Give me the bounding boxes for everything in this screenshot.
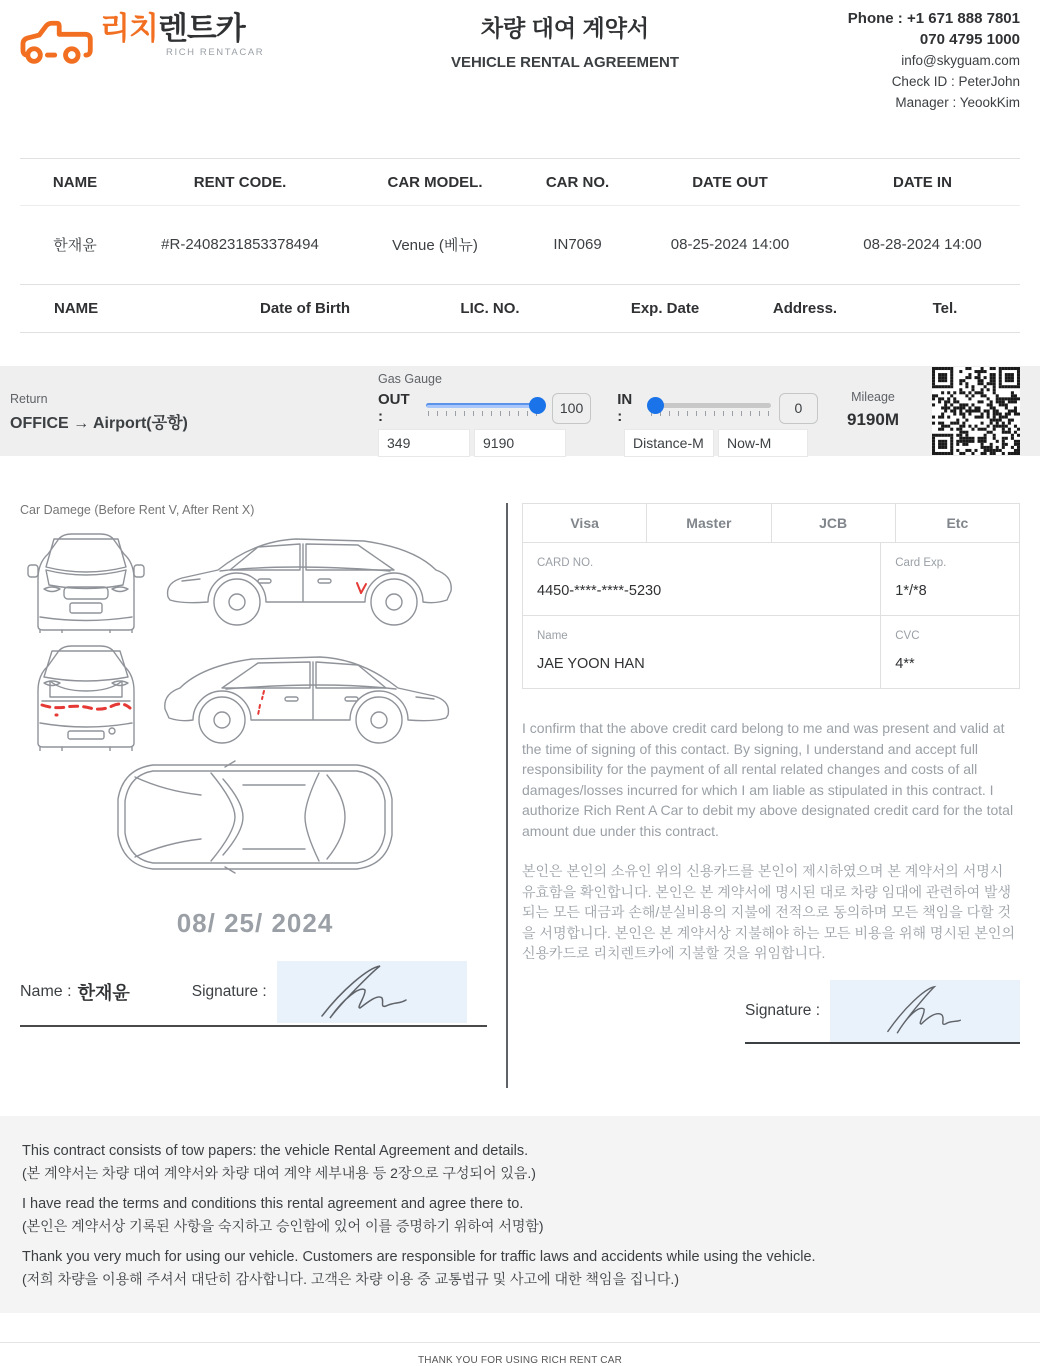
inspection-date: 08/ 25/ 2024 bbox=[176, 908, 334, 938]
cell-rent-code: #R-2408231853378494 bbox=[161, 236, 319, 254]
gauge-out-slider-thumb[interactable] bbox=[529, 397, 546, 414]
cvc-value: 4** bbox=[895, 656, 915, 672]
return-route: OFFICE → Airport(공항) bbox=[10, 415, 188, 432]
signature-label-right: Signature : bbox=[745, 1001, 820, 1019]
header-dob: Date of Birth bbox=[220, 284, 390, 332]
car-damage-label: Car Damege (Before Rent V, After Rent X) bbox=[20, 503, 255, 517]
gas-gauge-label: Gas Gauge bbox=[378, 372, 442, 386]
footer-note-1-en: This contract consists of tow papers: the vehicle Rental Agreement and details. bbox=[22, 1143, 529, 1159]
driver-info-table bbox=[20, 284, 1020, 367]
cell-date-out: 08-25-2024 14:00 bbox=[670, 236, 790, 254]
header-lic-no: LIC. NO. bbox=[390, 284, 590, 332]
car-rear-view[interactable] bbox=[20, 639, 152, 751]
car-front-view[interactable] bbox=[20, 527, 152, 633]
cvc-label: CVC bbox=[895, 630, 920, 642]
car-logo-icon bbox=[20, 12, 94, 70]
phone-primary: Phone : +1 671 888 7801 bbox=[847, 10, 1020, 27]
logo-kr-dark: 렌트카 bbox=[157, 11, 245, 46]
renter-signature-image[interactable] bbox=[277, 961, 467, 1023]
cell-lic-no bbox=[390, 332, 590, 366]
name-label: Name : bbox=[20, 983, 72, 1000]
cell-driver-name bbox=[20, 332, 220, 366]
card-name-label: Name bbox=[537, 630, 568, 642]
cell-tel bbox=[870, 332, 1020, 366]
card-name-value: JAE YOON HAN bbox=[537, 656, 645, 672]
card-brand-etc[interactable]: Etc bbox=[896, 503, 1020, 543]
footer-note-1 bbox=[22, 1142, 1018, 1183]
header-driver-name: NAME bbox=[20, 284, 220, 332]
header-address: Address. bbox=[740, 284, 870, 332]
car-damage-section bbox=[20, 503, 490, 1088]
return-label: Return bbox=[10, 392, 48, 406]
car-right-side-view[interactable] bbox=[160, 639, 456, 751]
header-name: NAME bbox=[20, 159, 130, 206]
renter-name: 한재윤 bbox=[77, 983, 130, 1003]
signature-label-left: Signature : bbox=[191, 983, 267, 1000]
card-brand-visa[interactable]: Visa bbox=[522, 503, 647, 543]
main-section bbox=[0, 503, 1040, 1088]
card-exp-label: Card Exp. bbox=[895, 557, 947, 569]
gauge-in-value: 0 bbox=[779, 393, 818, 424]
card-brand-jcb[interactable]: JCB bbox=[772, 503, 896, 543]
document-title bbox=[340, 8, 790, 71]
confirmation-text-en: I confirm that the above credit card belong to me and was present and valid at the time of signing of this contact. By signing, I understand and accept full responsibility for the payment of all rental related changes and costs of all damages/losses incurred for which I am liable as stipulated in this contract. I authorize Rich Rent A Car to debit my above designated credit card for the total amount due under this contract. bbox=[522, 720, 1014, 839]
card-number-row bbox=[522, 543, 1020, 616]
mileage-value: 9190M bbox=[847, 410, 899, 429]
card-no-label: CARD NO. bbox=[537, 557, 594, 569]
header bbox=[0, 0, 1040, 128]
mileage-label: Mileage bbox=[851, 390, 895, 404]
renter-signature-row bbox=[20, 961, 490, 1023]
return-info bbox=[0, 366, 378, 456]
gauge-out-slider[interactable] bbox=[426, 401, 544, 415]
cell-car-no: IN7069 bbox=[553, 236, 602, 254]
driver-table-header-row bbox=[20, 284, 1020, 332]
card-brand-row bbox=[522, 503, 1020, 543]
gas-gauge-controls bbox=[378, 366, 818, 456]
card-name-row bbox=[522, 616, 1020, 689]
logo-subtitle: RICH RENTACAR bbox=[166, 47, 265, 58]
footer-note-3-kr: (저희 차량을 이용해 주셔서 대단히 감사합니다. 고객은 차량 이용 중 교통법규 및 사고에 대한 책임을 집니다.) bbox=[22, 1271, 679, 1287]
title-english: VEHICLE RENTAL AGREEMENT bbox=[450, 54, 680, 71]
confirmation-text-kr: 본인은 본인의 소유인 위의 신용카드를 본인이 제시하였으며 본 계약서의 서명시 유효함을 확인합니다. 본인은 본 계약서에 명시된 대로 차량 임대에 관련하여 발생되는 모든 대금과 손해/분실비용의 지불에 전적으로 동의하며 모든 책임을 다할 것을 서명합니다. 본인은 본 계약서상 지불해야 하는 모든 비용을 위해 명시된 본인의 신용카드로 리치렌트카에 지불할 것을 위임합니다. bbox=[522, 863, 1015, 961]
credit-card-section bbox=[522, 503, 1020, 1088]
header-car-no: CAR NO. bbox=[520, 159, 635, 206]
logo-text bbox=[100, 12, 264, 58]
thank-you-text: THANK YOU FOR USING RICH RENT CAR bbox=[417, 1355, 623, 1366]
gauge-in-slider-thumb[interactable] bbox=[647, 397, 664, 414]
footer-note-2-en: I have read the terms and conditions this rental agreement and agree there to. bbox=[22, 1196, 524, 1212]
title-korean: 차량 대여 계약서 bbox=[480, 15, 650, 41]
gas-gauge-band bbox=[0, 366, 1040, 456]
rental-table-row bbox=[20, 206, 1020, 284]
footer-note-2-kr: (본인은 계약서상 기록된 사항을 숙지하고 승인함에 있어 이를 증명하기 위하여 서명함) bbox=[22, 1218, 544, 1234]
header-date-in: DATE IN bbox=[825, 159, 1020, 206]
cell-address bbox=[740, 332, 870, 366]
header-date-out: DATE OUT bbox=[635, 159, 825, 206]
car-left-side-view[interactable] bbox=[160, 523, 456, 633]
header-car-model: CAR MODEL. bbox=[350, 159, 520, 206]
logo-kr-orange: 리치 bbox=[100, 11, 158, 46]
distance-in-input[interactable] bbox=[624, 429, 714, 457]
gauge-in-slider[interactable] bbox=[649, 401, 771, 415]
distance-out-input[interactable] bbox=[378, 429, 470, 457]
cardholder-signature-image[interactable] bbox=[830, 980, 1020, 1042]
cell-dob bbox=[220, 332, 390, 366]
rental-info-table bbox=[20, 158, 1020, 284]
driver-table-row bbox=[20, 332, 1020, 366]
card-exp-value: 1*/*8 bbox=[895, 583, 927, 599]
cell-car-model: Venue (베뉴) bbox=[392, 237, 478, 255]
cell-exp-date bbox=[590, 332, 740, 366]
company-logo bbox=[20, 8, 340, 70]
rental-table-header-row bbox=[20, 159, 1020, 206]
footer-note-1-kr: (본 계약서는 차량 대여 계약서와 차량 대여 계약 세부내용 등 2장으로 구성되어 있음.) bbox=[22, 1165, 536, 1181]
cell-date-in: 08-28-2024 14:00 bbox=[863, 236, 982, 254]
gauge-in-label: IN : bbox=[617, 391, 633, 425]
mileage-in-input[interactable] bbox=[718, 429, 808, 457]
vertical-divider bbox=[506, 503, 508, 1088]
qr-code bbox=[932, 367, 1020, 455]
mileage-block bbox=[818, 366, 928, 456]
card-no-value: 4450-****-****-5230 bbox=[537, 583, 662, 599]
email: info@skyguam.com bbox=[901, 53, 1020, 68]
contact-info bbox=[790, 8, 1020, 113]
gauge-out-label: OUT : bbox=[378, 391, 410, 425]
car-top-view[interactable] bbox=[105, 757, 405, 877]
cell-name: 한재윤 bbox=[53, 237, 97, 255]
gauge-out-value: 100 bbox=[552, 393, 591, 424]
header-rent-code: RENT CODE. bbox=[130, 159, 350, 206]
mileage-out-input[interactable] bbox=[474, 429, 566, 457]
bottom-divider bbox=[0, 1342, 1040, 1343]
renter-signature-line bbox=[20, 1025, 487, 1027]
header-exp-date: Exp. Date bbox=[590, 284, 740, 332]
footer-notes bbox=[0, 1116, 1040, 1313]
in-inputs bbox=[624, 429, 808, 457]
footer-note-3-en: Thank you very much for using our vehicle. Customers are responsible for traffic laws and accidents while using the vehicle. bbox=[22, 1249, 816, 1265]
check-id: Check ID : PeterJohn bbox=[891, 74, 1020, 89]
cardholder-signature-row bbox=[745, 980, 1020, 1044]
header-tel: Tel. bbox=[870, 284, 1020, 332]
out-inputs bbox=[378, 429, 566, 457]
manager: Manager : YeookKim bbox=[895, 95, 1020, 110]
footer-note-2 bbox=[22, 1195, 1018, 1236]
footer-note-3 bbox=[22, 1248, 1018, 1289]
phone-secondary: 070 4795 1000 bbox=[919, 31, 1020, 48]
card-brand-master[interactable]: Master bbox=[647, 503, 771, 543]
